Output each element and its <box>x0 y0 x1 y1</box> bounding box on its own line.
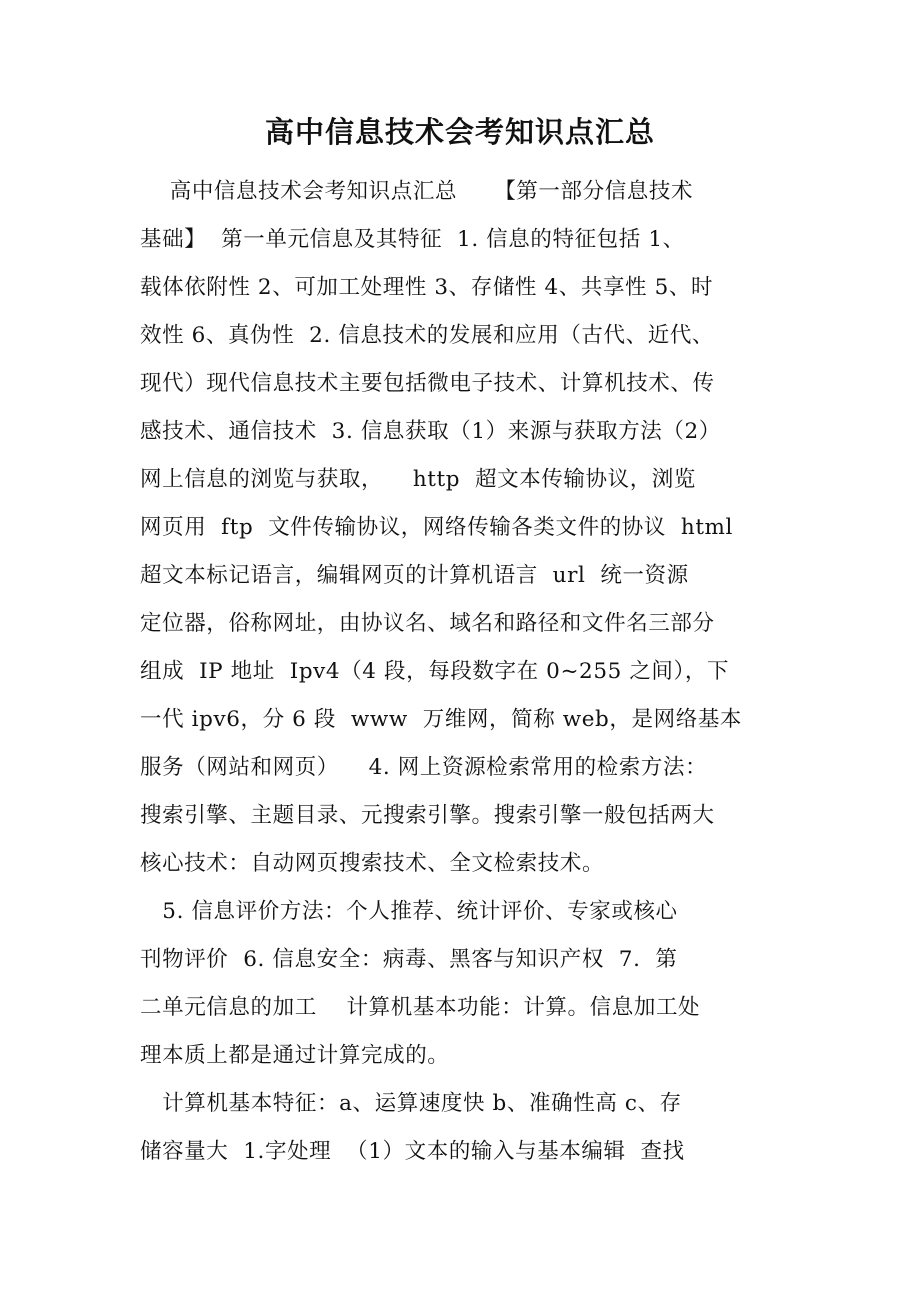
body-line: 一代 ipv6，分 6 段 www 万维网，简称 web，是网络基本 <box>140 707 743 732</box>
body-line: 效性 6、真伪性 2. 信息技术的发展和应用（古代、近代、 <box>140 323 715 348</box>
body-line: 超文本标记语言，编辑网页的计算机语言 url 统一资源 <box>140 563 689 588</box>
body-line: 载体依附性 2、可加工处理性 3、存储性 4、共享性 5、时 <box>140 275 714 300</box>
body-line: 搜索引擎、主题目录、元搜索引擎。搜索引擎一般包括两大 <box>140 803 715 828</box>
body-line: 核心技术：自动网页搜索技术、全文检索技术。 <box>140 851 605 876</box>
body-line: 感技术、通信技术 3. 信息获取（1）来源与获取方法（2） <box>140 419 721 444</box>
body-line: 服务（网站和网页） 4. 网上资源检索常用的检索方法： <box>140 755 708 780</box>
body-line: 组成 IP 地址 Ipv4（4 段，每段数字在 0~255 之间），下 <box>140 659 730 684</box>
body-line: 5. 信息评价方法：个人推荐、统计评价、专家或核心 <box>140 899 678 924</box>
body-line: 网页用 ftp 文件传输协议，网络传输各类文件的协议 html <box>140 515 734 540</box>
body-line: 网上信息的浏览与获取， http 超文本传输协议，浏览 <box>140 467 696 492</box>
body-line: 高中信息技术会考知识点汇总 【第一部分信息技术 <box>140 179 694 204</box>
body-line: 计算机基本特征：a、运算速度快 b、准确性高 c、存 <box>140 1091 682 1116</box>
body-line: 理本质上都是通过计算完成的。 <box>140 1043 450 1068</box>
body-line: 储容量大 1.字处理 （1）文本的输入与基本编辑 查找 <box>140 1139 685 1164</box>
body-line: 二单元信息的加工 计算机基本功能：计算。信息加工处 <box>140 995 701 1020</box>
body-line: 刊物评价 6. 信息安全：病毒、黑客与知识产权 7. 第 <box>140 947 678 972</box>
body-line: 定位器，俗称网址，由协议名、域名和路径和文件名三部分 <box>140 611 715 636</box>
body-line: 现代）现代信息技术主要包括微电子技术、计算机技术、传 <box>140 371 715 396</box>
body-line: 基础】 第一单元信息及其特征 1. 信息的特征包括 1、 <box>140 227 685 252</box>
document-title: 高中信息技术会考知识点汇总 <box>264 115 655 149</box>
